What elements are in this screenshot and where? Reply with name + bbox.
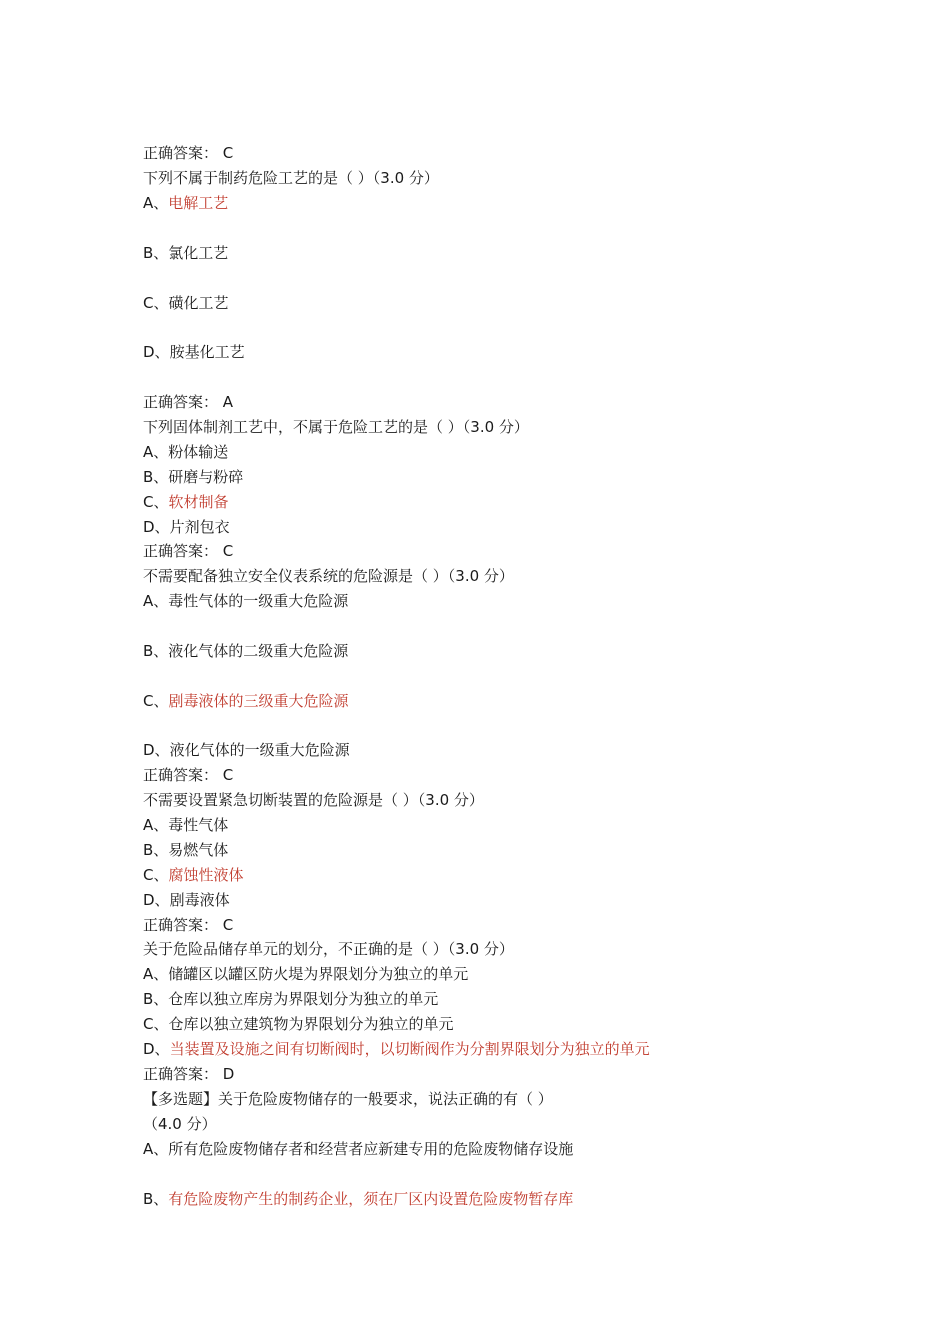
answer-line: 正确答案： C [143, 916, 234, 934]
option-line: A、储罐区以罐区防火堤为界限划分为独立的单元 [143, 965, 469, 983]
option-line: B、仓库以独立库房为界限划分为独立的单元 [143, 990, 439, 1008]
option-line: D、胺基化工艺 [143, 343, 245, 361]
option-line-correct: C、剧毒液体的三级重大危险源 [143, 692, 349, 710]
option-line-correct: B、有危险废物产生的制药企业，须在厂区内设置危险废物暂存库 [143, 1190, 574, 1208]
option-line: A、毒性气体的一级重大危险源 [143, 592, 349, 610]
answer-line: 正确答案： C [143, 766, 234, 784]
option-line: A、粉体输送 [143, 443, 229, 461]
question-line: 关于危险品储存单元的划分，不正确的是（ ）（3.0 分） [143, 940, 514, 958]
question-line: 下列固体制剂工艺中，不属于危险工艺的是（ ）（3.0 分） [143, 418, 529, 436]
option-line-correct: C、软材制备 [143, 493, 229, 511]
question-line: 不需要设置紧急切断装置的危险源是（ ）（3.0 分） [143, 791, 484, 809]
option-line: B、易燃气体 [143, 841, 229, 859]
option-line: A、所有危险废物储存者和经营者应新建专用的危险废物储存设施 [143, 1140, 574, 1158]
option-line: D、剧毒液体 [143, 891, 230, 909]
option-line: C、磺化工艺 [143, 294, 229, 312]
option-line-correct: A、电解工艺 [143, 194, 229, 212]
option-line: D、片剂包衣 [143, 518, 230, 536]
answer-line: 正确答案： D [143, 1065, 235, 1083]
answer-line: 正确答案： C [143, 542, 234, 560]
option-line: D、液化气体的一级重大危险源 [143, 741, 350, 759]
option-line-correct: D、当装置及设施之间有切断阀时，以切断阀作为分割界限划分为独立的单元 [143, 1040, 650, 1058]
answer-line: 正确答案： A [143, 393, 234, 411]
question-line: 【多选题】关于危险废物储存的一般要求，说法正确的有（ ） [143, 1090, 553, 1108]
question-line: 下列不属于制药危险工艺的是（ ）（3.0 分） [143, 169, 439, 187]
question-score-line: （4.0 分） [143, 1115, 217, 1133]
option-line: B、研磨与粉碎 [143, 468, 244, 486]
option-line: B、氯化工艺 [143, 244, 229, 262]
option-line-correct: C、腐蚀性液体 [143, 866, 244, 884]
option-line: B、液化气体的二级重大危险源 [143, 642, 349, 660]
question-line: 不需要配备独立安全仪表系统的危险源是（ ）（3.0 分） [143, 567, 514, 585]
option-line: A、毒性气体 [143, 816, 229, 834]
option-line: C、仓库以独立建筑物为界限划分为独立的单元 [143, 1015, 454, 1033]
answer-line: 正确答案： C [143, 144, 234, 162]
